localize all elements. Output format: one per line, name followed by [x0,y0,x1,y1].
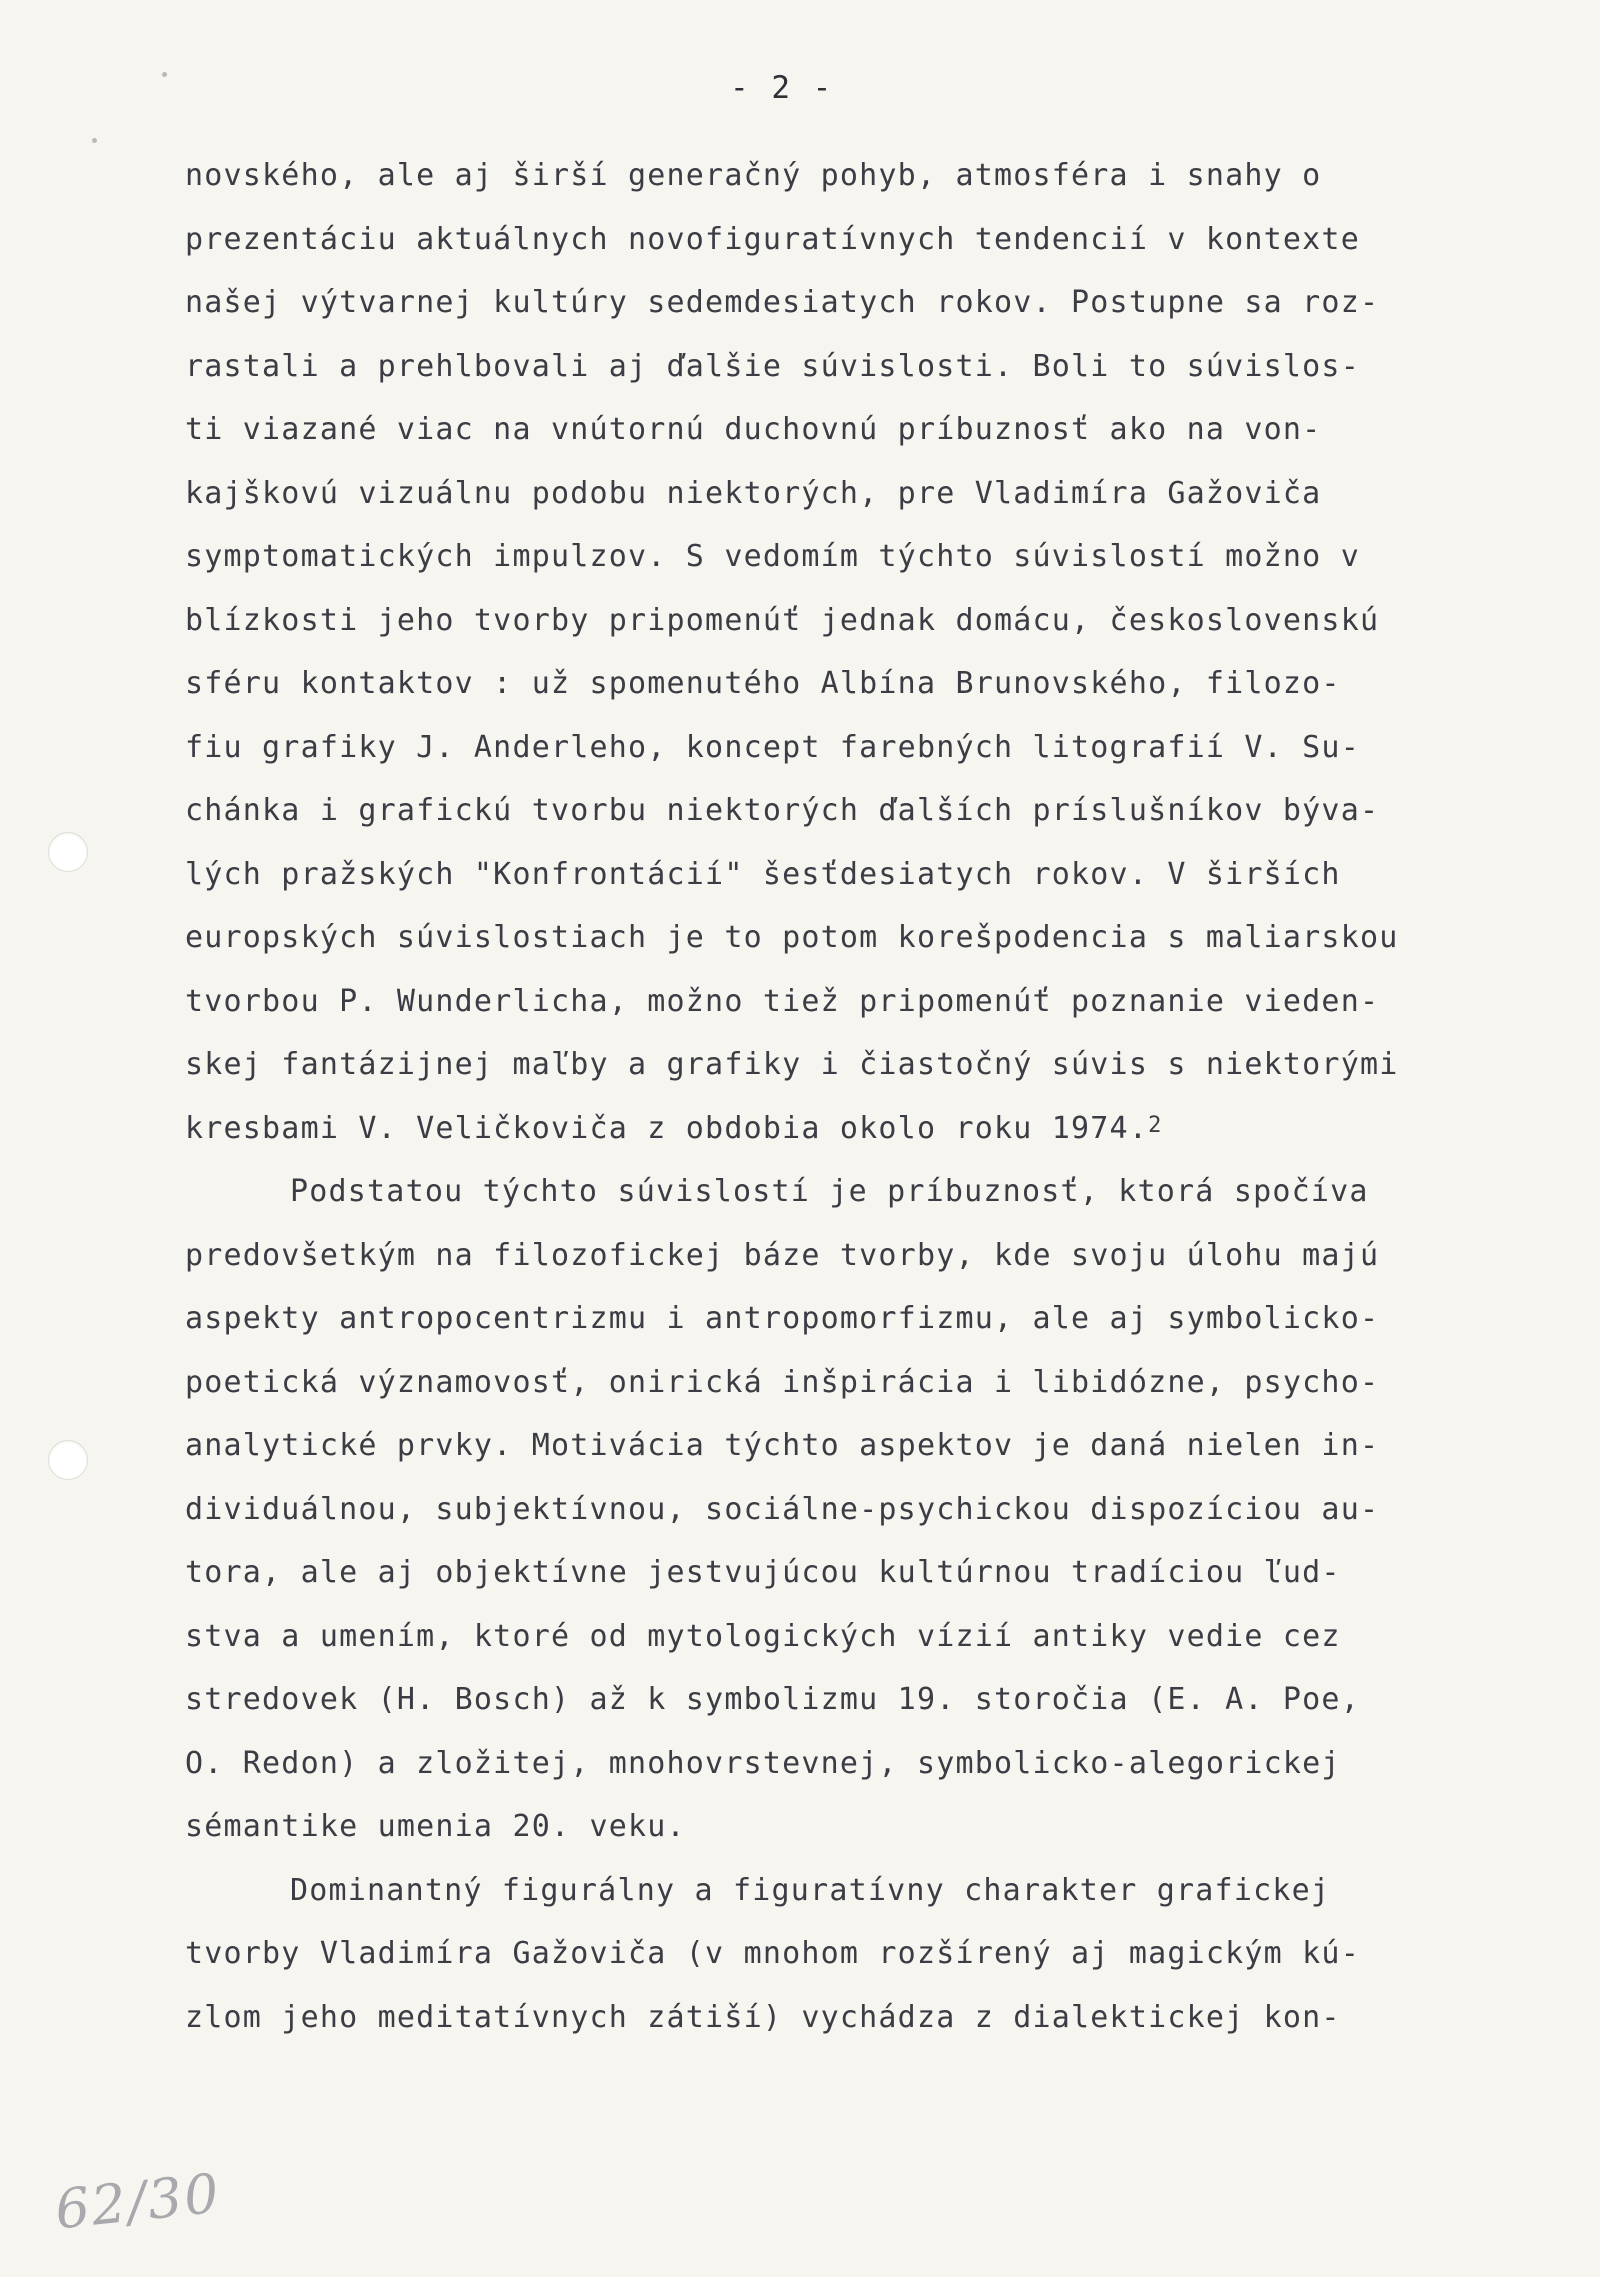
text-line [185,1238,1379,1273]
line-text: chánka i grafickú tvorbu niektorých ďalších príslušníkov býva- [185,793,1380,828]
text-line [185,1936,1360,1971]
line-text: rastali a prehlbovali aj ďalšie súvislosti. Boli to súvislos- [185,349,1360,384]
text-line [290,1873,1330,1908]
text-line [185,1809,686,1844]
line-text: O. Redon) a zložitej, mnohovrstevnej, symbolicko-alegorickej [185,1746,1341,1781]
paper-speck [162,72,167,77]
text-line [185,666,1341,701]
text-line [185,1047,1398,1082]
line-text: dividuálnou, subjektívnou, sociálne-psychickou dispozíciou au- [185,1492,1380,1527]
text-line [185,2000,1341,2035]
punch-hole [48,1440,88,1480]
line-text: skej fantázijnej maľby a grafiky i čiastočný súvis s niektorými [185,1047,1399,1082]
line-text: kajškovú vizuálnu podobu niektorých, pre Vladimíra Gažoviča [185,476,1322,511]
line-text: kresbami V. Veličkoviča z obdobia okolo roku 1974. [185,1111,1149,1146]
text-line [185,603,1379,638]
line-text: tvorbou P. Wunderlicha, možno tiež pripomenúť poznanie vieden- [185,984,1380,1019]
punch-hole [48,832,88,872]
text-line [185,222,1360,257]
text-line [185,1555,1341,1590]
text-line [185,1619,1341,1654]
text-line [185,1301,1379,1336]
page-number: - 2 - [730,70,834,106]
text-line [185,158,1321,193]
line-text: sémantike umenia 20. veku. [185,1809,686,1844]
text-line [185,285,1379,320]
paper-speck [92,138,97,143]
handwritten-folio-number: 62/30 [52,2161,224,2242]
text-line [185,984,1379,1019]
line-text: ti viazané viac na vnútornú duchovnú príbuznosť ako na von- [185,412,1322,447]
line-text: predovšetkým na filozofickej báze tvorby, kde svoju úlohu majú [185,1238,1380,1273]
line-text: tvorby Vladimíra Gažoviča (v mnohom rozšírený aj magickým kú- [185,1936,1360,1971]
footnote-marker: 2 [1148,1113,1163,1138]
text-line [185,920,1398,955]
text-line [185,476,1321,511]
text-line [185,1365,1379,1400]
line-text: Podstatou týchto súvislostí je príbuznosť, ktorá spočíva [290,1174,1369,1209]
text-line [185,1111,1163,1146]
text-line [185,730,1360,765]
text-line [185,793,1379,828]
text-line [185,1682,1360,1717]
line-text: novského, ale aj širší generačný pohyb, atmosféra i snahy o [185,158,1322,193]
line-text: blízkosti jeho tvorby pripomenúť jednak domácu, československú [185,603,1380,638]
line-text: stredovek (H. Bosch) až k symbolizmu 19. storočia (E. A. Poe, [185,1682,1360,1717]
line-text: aspekty antropocentrizmu i antropomorfizmu, ale aj symbolicko- [185,1301,1380,1336]
line-text: europských súvislostiach je to potom korešpodencia s maliarskou [185,920,1399,955]
line-text: poetická významovosť, onirická inšpirácia i libidózne, psycho- [185,1365,1380,1400]
text-line [185,1746,1341,1781]
line-text: tora, ale aj objektívne jestvujúcou kultúrnou tradíciou ľud- [185,1555,1341,1590]
line-text: prezentáciu aktuálnych novofiguratívnych tendencií v kontexte [185,222,1360,257]
line-text: sféru kontaktov : už spomenutého Albína Brunovského, filozo- [185,666,1341,701]
text-line [185,857,1341,892]
line-text: fiu grafiky J. Anderleho, koncept farebných litografií V. Su- [185,730,1360,765]
line-text: zlom jeho meditatívnych zátiší) vychádza z dialektickej kon- [185,2000,1341,2035]
line-text: Dominantný figurálny a figuratívny charakter grafickej [290,1873,1331,1908]
text-line [185,539,1360,574]
line-text: stva a umením, ktoré od mytologických vízií antiky vedie cez [185,1619,1341,1654]
text-line [185,1428,1379,1463]
line-text: analytické prvky. Motivácia týchto aspektov je daná nielen in- [185,1428,1380,1463]
text-line [290,1174,1369,1209]
line-text: symptomatických impulzov. S vedomím týchto súvislostí možno v [185,539,1360,574]
text-line [185,1492,1379,1527]
line-text: našej výtvarnej kultúry sedemdesiatych rokov. Postupne sa roz- [185,285,1380,320]
text-line [185,349,1360,384]
line-text: lých pražských "Konfrontácií" šesťdesiatych rokov. V širších [185,857,1341,892]
text-line [185,412,1321,447]
